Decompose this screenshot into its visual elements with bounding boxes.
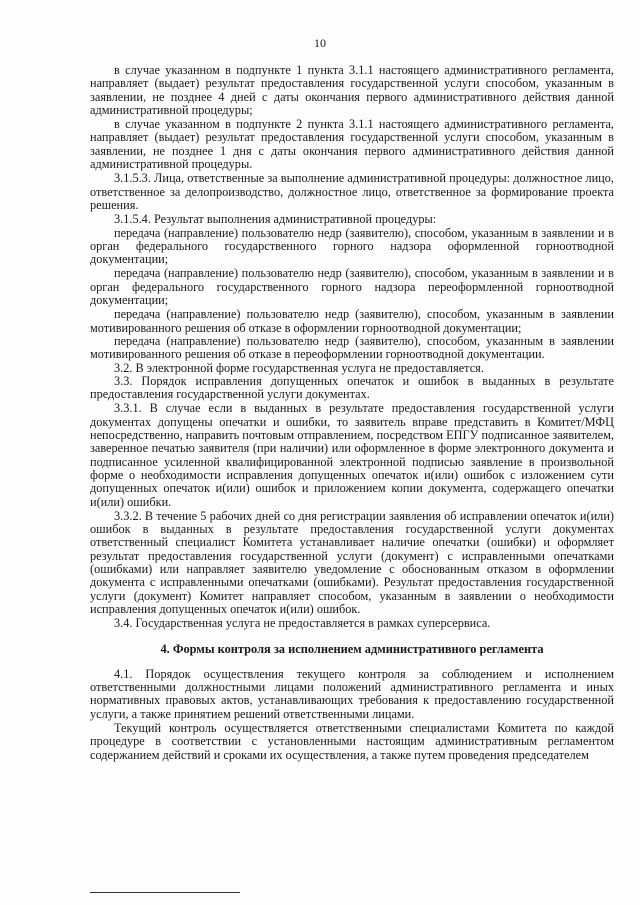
paragraph: 3.3.2. В течение 5 рабочих дней со дня регистрации заявления об исправлении опечаток и(или) ошибок в выданных в результате предоставления государственной услуги документах ответственный специалист Комитета устанавливает наличие опечатки (ошибки) и оформляет результат предоставления государственной услуги (документ) с исправленными опечатками (ошибками) или направляет заявителю уведомление с обоснованным отказом в оформлении документа с исправленными опечатками (ошибками). Результат предоставления государственной услуги (документ) Комитет направляет способом, указанным в заявлении о необходимости исправления допущенных опечаток и(или) ошибок. (90, 508, 614, 616)
paragraph: передача (направление) пользователю недр (заявителю), способом, указанным в заявлении и в орган федерального государственного горного надзора переоформленной горноотводной документации; (90, 266, 614, 308)
section-heading: 4. Формы контроля за исполнением административного регламента (160, 642, 544, 657)
paragraph: передача (направление) пользователю недр (заявителю), способом, указанным в заявлении и в орган федерального государственного горного надзора оформленной горноотводной документации; (90, 225, 614, 267)
paragraph: 3.3. Порядок исправления допущенных опечаток и ошибок в выданных в результате предоставления государственной услуги документах. (90, 373, 614, 402)
paragraph: 3.4. Государственная услуга не предоставляется в рамках суперсервиса. (114, 616, 491, 631)
paragraph: 3.2. В электронной форме государственная услуга не предоставляется. (114, 360, 484, 375)
paragraph: 3.1.5.3. Лица, ответственные за выполнение административной процедуры: должностное лицо, ответственное за делопроизводство, должностное лицо, ответственное за формирование проекта решения. (90, 171, 614, 212)
document-body (90, 64, 614, 762)
paragraph: в случае указанном в подпункте 2 пункта 3.1.1 настоящего административного регламента, направляет (выдает) результат предоставления государственной услуги способом, указанным в заявлении, не позднее 1 дня с даты окончания первого административного действия данной административной процедуры. (90, 117, 614, 172)
footnote-divider (90, 892, 240, 893)
paragraph: передача (направление) пользователю недр (заявителю), способом, указанным в заявлении мотивированного решения об отказе в переоформлении горноотводной документации. (90, 333, 614, 362)
paragraph: 3.1.5.4. Результат выполнения административной процедуры: (114, 212, 437, 227)
paragraph: передача (направление) пользователю недр (заявителю), способом, указанным в заявлении мотивированного решения об отказе в оформлении горноотводной документации; (90, 307, 614, 335)
paragraph: 4.1. Порядок осуществления текущего контроля за соблюдением и исполнением ответственными должностными лицами положений административного регламента и иных нормативных правовых актов, устанавливающих требования к предоставлению государственной услуги, а также принятием решений ответственными лицами. (90, 666, 614, 721)
paragraph: 3.3.1. В случае если в выданных в результате предоставления государственной услуги документах допущены опечатки и ошибки, то заявитель вправе представить в Комитет/МФЦ непосредственно, направить почтовым отправлением, посредством ЕПГУ подписанное заявителем, заверенное печатью заявителя (при наличии) или оформленное в форме электронного документа и подписанное усиленной квалифицированной электронной подписью заявление в произвольной форме о необходимости исправления допущенных опечаток и(или) ошибок с изложением сути допущенных опечаток и(или) ошибок и приложением копии документа, содержащего опечатки и(или) ошибки. (90, 401, 614, 509)
paragraph: в случае указанном в подпункте 1 пункта 3.1.1 настоящего административного регламента, направляет (выдает) результат предоставления государственной услуги способом, указанным в заявлении, не позднее 4 дней с даты окончания первого административного действия данной административной процедуры; (90, 63, 614, 117)
paragraph: Текущий контроль осуществляется ответственными специалистами Комитета по каждой процедуре в соответствии с установленными настоящим административным регламентом содержанием действий и сроками их осуществления, а также путем проведения председателем (90, 720, 614, 762)
page-number: 10 (314, 36, 326, 50)
